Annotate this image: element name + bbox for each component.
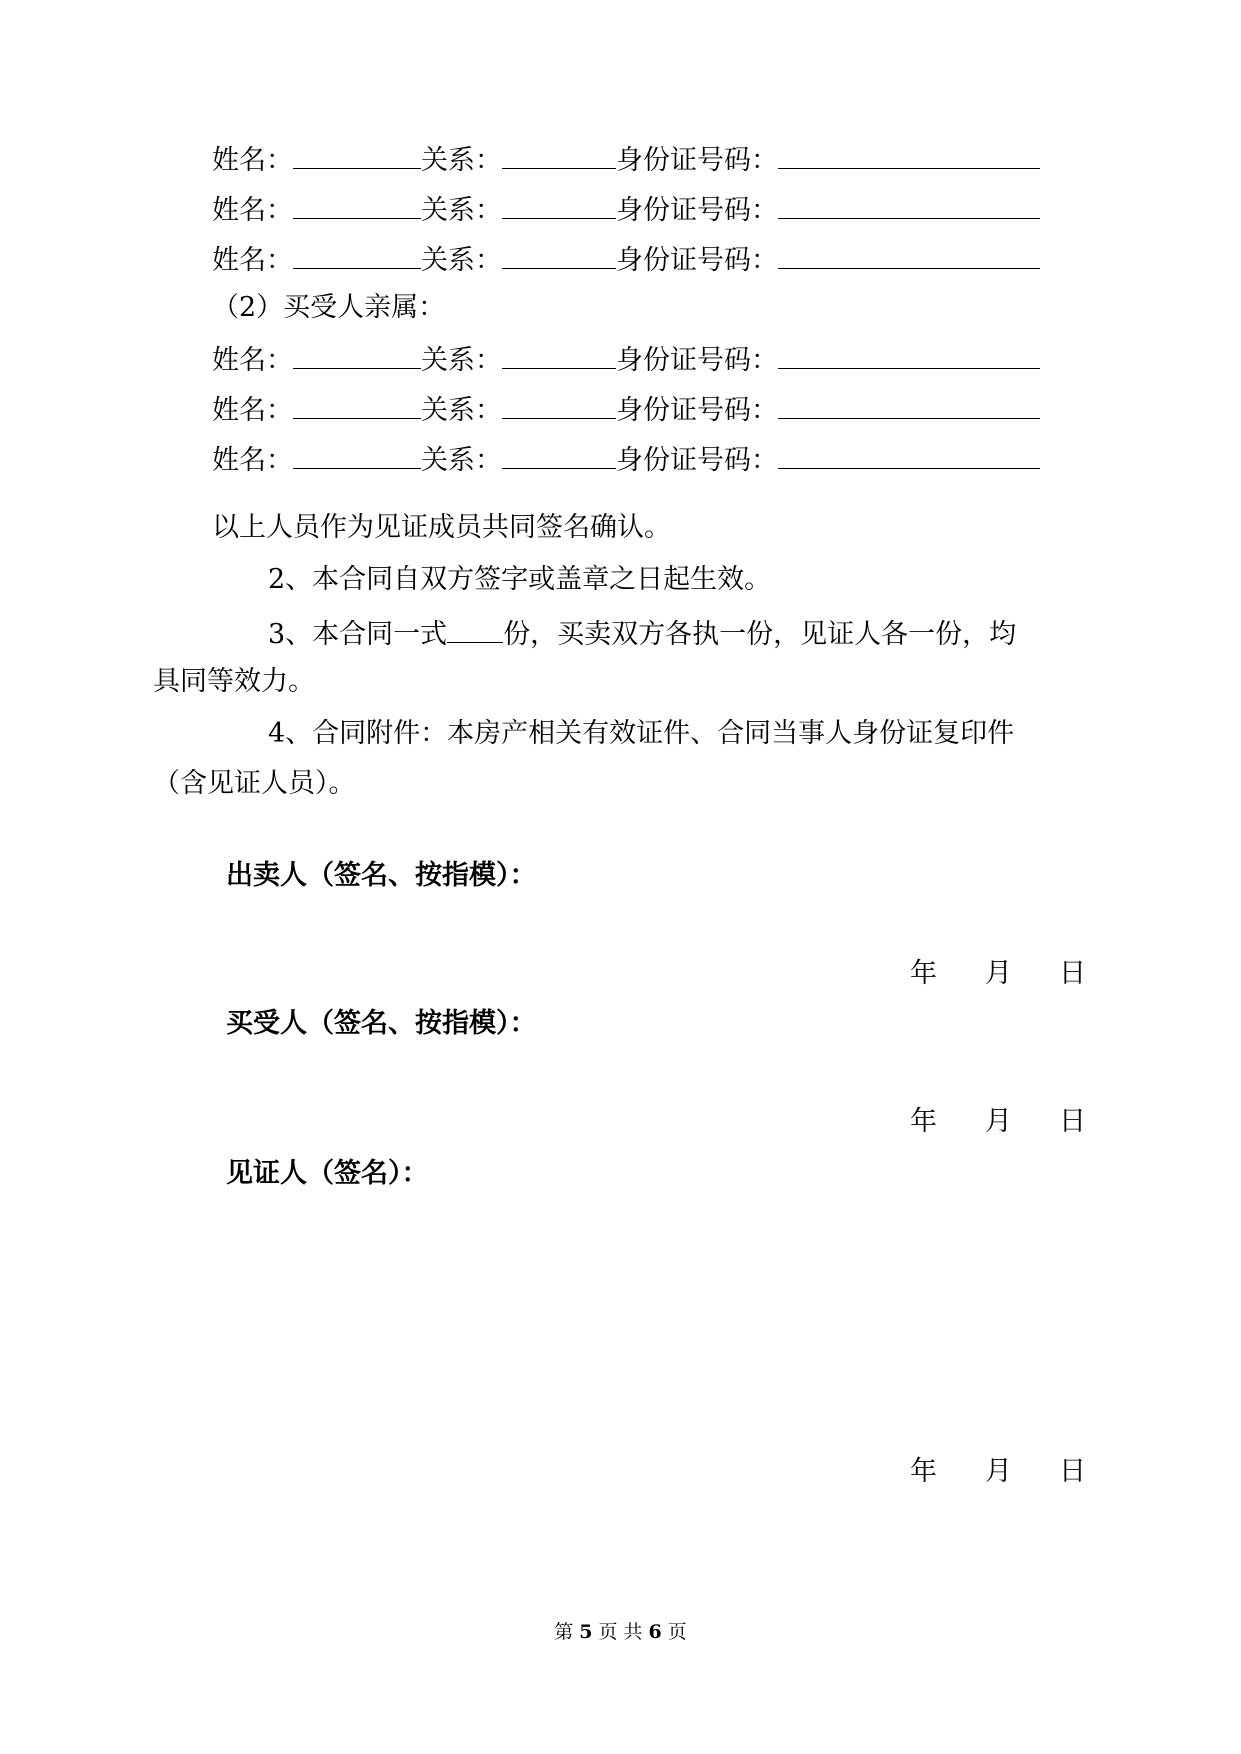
seller-relative-row-2 (212, 190, 1040, 229)
buyer-relative-row-2 (212, 390, 1040, 429)
relation-blank[interactable] (502, 240, 616, 269)
id-label: 身份证号码： (616, 145, 778, 176)
buyer-relatives-heading: （2）买受人亲属： (212, 292, 446, 323)
day-label: 日 (1059, 1456, 1086, 1487)
month-label: 月 (985, 1106, 1012, 1137)
seller-relative-row-1 (212, 140, 1040, 179)
footer-ye2: 页 (667, 1621, 687, 1643)
relation-label: 关系： (421, 445, 502, 476)
name-label: 姓名： (212, 245, 293, 276)
id-label: 身份证号码： (616, 445, 778, 476)
year-label: 年 (910, 958, 937, 989)
copies-blank[interactable] (447, 614, 503, 643)
relation-blank[interactable] (502, 190, 616, 219)
id-blank[interactable] (778, 140, 1040, 169)
clause-2: 2、本合同自双方签字或盖章之日起生效。 (268, 564, 772, 595)
name-label: 姓名： (212, 195, 293, 226)
footer-di: 第 (554, 1621, 574, 1643)
id-label: 身份证号码： (616, 195, 778, 226)
id-blank[interactable] (778, 340, 1040, 369)
id-label: 身份证号码： (616, 245, 778, 276)
relation-label: 关系： (421, 145, 502, 176)
day-label: 日 (1059, 1106, 1086, 1137)
relation-blank[interactable] (502, 440, 616, 469)
relation-blank[interactable] (502, 390, 616, 419)
clause-3-line-1 (268, 614, 1016, 653)
seller-date (910, 956, 1086, 992)
relation-label: 关系： (421, 195, 502, 226)
total-page-number: 6 (648, 1621, 662, 1643)
witness-date (910, 1454, 1086, 1490)
name-blank[interactable] (293, 440, 421, 469)
name-label: 姓名： (212, 345, 293, 376)
name-blank[interactable] (293, 340, 421, 369)
name-label: 姓名： (212, 395, 293, 426)
relation-label: 关系： (421, 395, 502, 426)
buyer-relative-row-1 (212, 340, 1040, 379)
footer-ye: 页 (598, 1621, 618, 1643)
id-blank[interactable] (778, 240, 1040, 269)
name-blank[interactable] (293, 140, 421, 169)
clause-4-line-2: （含见证人员）。 (153, 768, 356, 799)
id-blank[interactable] (778, 440, 1040, 469)
relation-blank[interactable] (502, 140, 616, 169)
seller-relative-row-3 (212, 240, 1040, 279)
relation-label: 关系： (421, 245, 502, 276)
month-label: 月 (985, 1456, 1012, 1487)
relation-label: 关系： (421, 345, 502, 376)
id-blank[interactable] (778, 390, 1040, 419)
footer-gong: 共 (623, 1621, 643, 1643)
clause-3-line-2: 具同等效力。 (153, 666, 315, 697)
page-footer (0, 1620, 1241, 1644)
clause-3-part-2: 份，买卖双方各执一份，见证人各一份，均 (503, 619, 1017, 650)
id-label: 身份证号码： (616, 345, 778, 376)
name-blank[interactable] (293, 390, 421, 419)
day-label: 日 (1059, 958, 1086, 989)
current-page-number: 5 (579, 1621, 593, 1643)
buyer-date (910, 1104, 1086, 1140)
seller-signature-label: 出卖人（签名、按指模）： (226, 860, 537, 891)
id-blank[interactable] (778, 190, 1040, 219)
clause-4-line-1: 4、合同附件：本房产相关有效证件、合同当事人身份证复印件 (268, 718, 1015, 749)
year-label: 年 (910, 1106, 937, 1137)
name-label: 姓名： (212, 145, 293, 176)
clause-3-part-1: 3、本合同一式 (268, 619, 448, 650)
month-label: 月 (985, 958, 1012, 989)
name-blank[interactable] (293, 240, 421, 269)
name-label: 姓名： (212, 445, 293, 476)
year-label: 年 (910, 1456, 937, 1487)
relation-blank[interactable] (502, 340, 616, 369)
buyer-relative-row-3 (212, 440, 1040, 479)
buyer-signature-label: 买受人（签名、按指模）： (226, 1008, 537, 1039)
witness-confirm-text: 以上人员作为见证成员共同签名确认。 (212, 512, 671, 543)
witness-signature-label: 见证人（签名）： (226, 1158, 429, 1189)
id-label: 身份证号码： (616, 395, 778, 426)
name-blank[interactable] (293, 190, 421, 219)
